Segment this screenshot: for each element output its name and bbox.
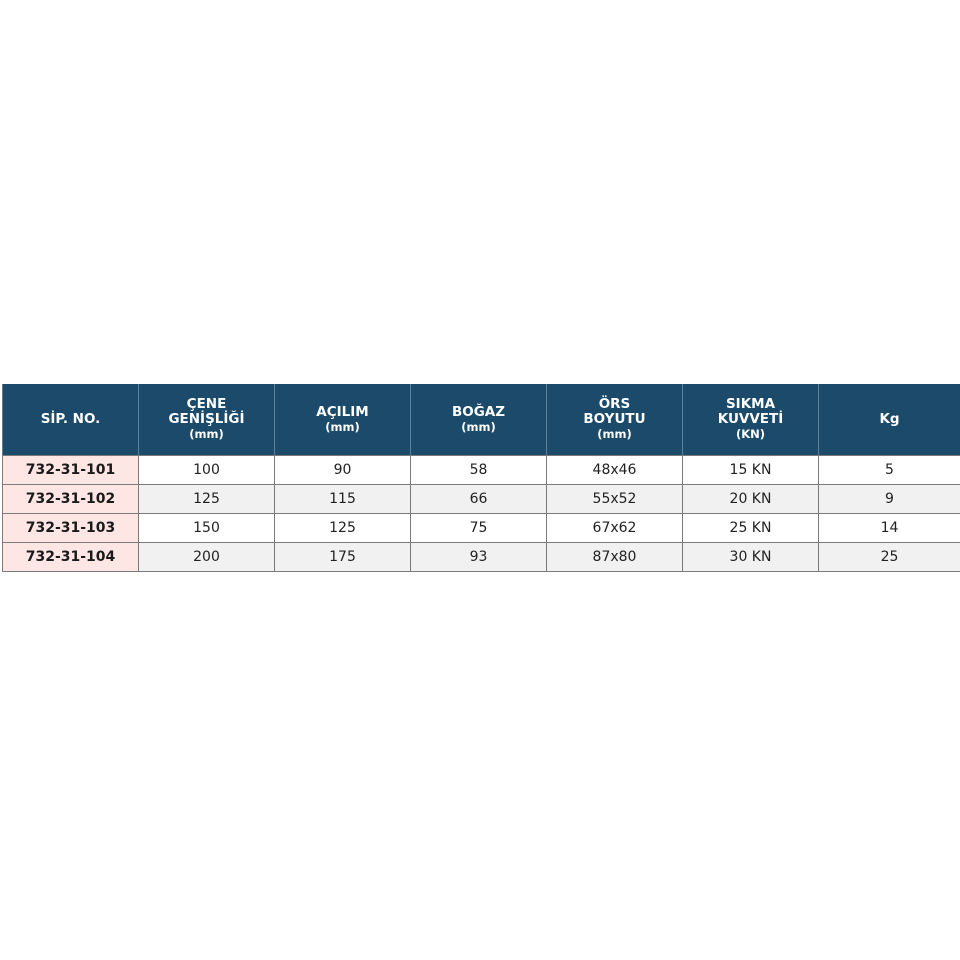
table-row xyxy=(3,485,960,514)
jaw-width-cell: 125 xyxy=(139,485,275,514)
order-no-cell: 732-31-104 xyxy=(3,543,139,572)
weight-cell: 5 xyxy=(819,456,960,485)
clamping-force-cell: 30 KN xyxy=(683,543,819,572)
header-unit: (mm) xyxy=(325,419,360,434)
order-no-cell: 732-31-101 xyxy=(3,456,139,485)
table-row xyxy=(3,514,960,543)
product-spec-table xyxy=(2,384,960,572)
opening-cell: 125 xyxy=(275,514,411,543)
header-order-no: SİP. NO. xyxy=(3,384,139,456)
order-no-cell: 732-31-103 xyxy=(3,514,139,543)
header-unit: (KN) xyxy=(735,427,766,441)
jaw-width-cell: 150 xyxy=(139,514,275,543)
header-unit: (mm) xyxy=(461,419,496,434)
throat-cell: 66 xyxy=(411,485,547,514)
throat-cell: 93 xyxy=(411,543,547,572)
weight-cell: 25 xyxy=(819,543,960,572)
clamping-force-cell: 20 KN xyxy=(683,485,819,514)
header-anvil-size: ÖRS BOYUTU (mm) xyxy=(547,384,683,456)
weight-cell: 9 xyxy=(819,485,960,514)
header-unit: (mm) xyxy=(597,427,632,441)
table-row xyxy=(3,456,960,485)
opening-cell: 115 xyxy=(275,485,411,514)
anvil-size-cell: 48x46 xyxy=(547,456,683,485)
opening-cell: 90 xyxy=(275,456,411,485)
header-throat: BOĞAZ (mm) xyxy=(411,384,547,456)
header-weight: Kg xyxy=(819,384,960,456)
throat-cell: 58 xyxy=(411,456,547,485)
header-jaw-width: ÇENE GENİŞLİĞİ (mm) xyxy=(139,384,275,456)
jaw-width-cell: 200 xyxy=(139,543,275,572)
header-unit: (mm) xyxy=(189,427,224,441)
header-clamping-force: SIKMA KUVVETİ (KN) xyxy=(683,384,819,456)
jaw-width-cell: 100 xyxy=(139,456,275,485)
table-row xyxy=(3,543,960,572)
anvil-size-cell: 55x52 xyxy=(547,485,683,514)
anvil-size-cell: 67x62 xyxy=(547,514,683,543)
throat-cell: 75 xyxy=(411,514,547,543)
weight-cell: 14 xyxy=(819,514,960,543)
header-row xyxy=(3,384,960,456)
header-opening: AÇILIM (mm) xyxy=(275,384,411,456)
anvil-size-cell: 87x80 xyxy=(547,543,683,572)
clamping-force-cell: 25 KN xyxy=(683,514,819,543)
clamping-force-cell: 15 KN xyxy=(683,456,819,485)
opening-cell: 175 xyxy=(275,543,411,572)
order-no-cell: 732-31-102 xyxy=(3,485,139,514)
